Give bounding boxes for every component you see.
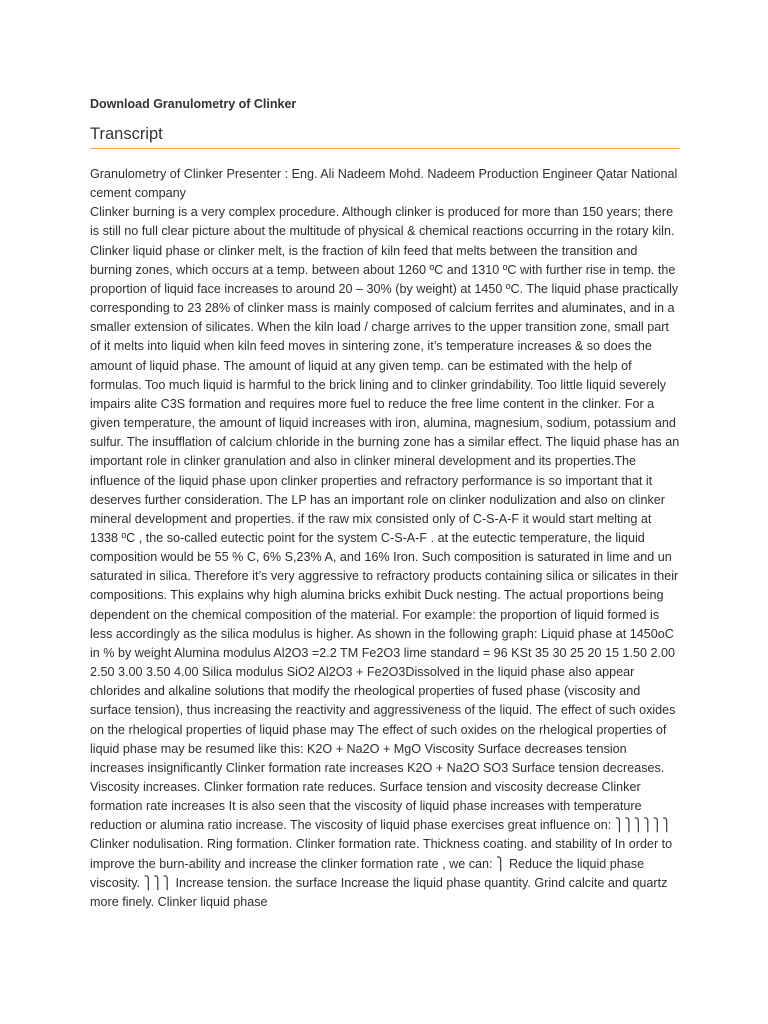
download-title-link[interactable]: Download Granulometry of Clinker	[90, 97, 297, 111]
transcript-heading: Transcript	[90, 124, 680, 149]
transcript-paragraph-intro: Granulometry of Clinker Presenter : Eng. Ali Nadeem Mohd. Nadeem Production Engineer Qatar National cement company	[90, 167, 678, 201]
document-page	[90, 96, 680, 912]
transcript-body	[90, 165, 680, 912]
transcript-paragraph-main: Clinker burning is a very complex procedure. Although clinker is produced for more than 150 years; there is still no full clear picture about the multitude of physical & chemical reactions occurring in the rotary kiln. Clinker liquid phase or clinker melt, is the fraction of kiln feed that melts between the transition and burning zones, which occurs at a temp. between about 1260 ºC and 1310 ºC with further rise in temp. the proportion of liquid face increases to around 20 – 30% (by weight) at 1450 ºC. The liquid phase practically corresponding to 23 28% of clinker mass is mainly composed of calcium ferrites and aluminates, and in a smaller extension of silicates. When the kiln load / charge arrives to the upper transition zone, small part of it melts into liquid when kiln feed moves in sintering zone, it’s temperature increases & so does the amount of liquid phase. The amount of liquid at any given temp. can be estimated with the help of formulas. Too much liquid is harmful to the brick lining and to clinker grindability. Too little liquid severely impairs alite C3S formation and requires more fuel to reduce the free lime content in the clinker. For a given temperature, the amount of liquid increases with iron, alumina, magnesium, sodium, potassium and sulfur. The insufflation of calcium chloride in the burning zone has a similar effect. The liquid phase has an important role in clinker granulation and also in clinker mineral development and its properties.The influence of the liquid phase upon clinker properties and refractory performance is so important that it deserves further consideration. The LP has an important role on clinker nodulization and also on clinker mineral development and properties. if the raw mix consisted only of C-S-A-F it would start melting at 1338 ºC , the so-called eutectic point for the system C-S-A-F . at the eutectic temperature, the liquid composition would be 55 % C, 6% S,23% A, and 16% Iron. Such composition is saturated in lime and un saturated in silica. Therefore it’s very aggressive to refractory products containing silica or silicates in their compositions. This explains why high alumina bricks exhibit Duck nesting. The actual proportions being dependent on the chemical composition of the material. For example: the proportion of liquid formed is less accordingly as the silica modulus is higher. As shown in the following graph: Liquid phase at 1450oC in % by weight Alumina modulus Al2O3 =2.2 TM Fe2O3 lime standard = 96 KSt 35 30 25 20 15 1.50 2.00 2.50 3.00 3.50 4.00 Silica modulus SiO2 Al2O3 + Fe2O3Dissolved in the liquid phase also appear chlorides and alkaline solutions that modify the rheological properties of fused phase (viscosity and surface tension), thus increasing the reactivity and aggressiveness of the liquid. The effect of such oxides on the rhelogical properties of liquid phase may The effect of such oxides on the rhelogical properties of liquid phase may be resumed like this: K2O + Na2O + MgO Viscosity Surface decreases tension increases insignificantly Clinker formation rate increases K2O + Na2O SO3 Surface tension decreases. Viscosity increases. Clinker formation rate reduces. Surface tension and viscosity decrease Clinker formation rate increases It is also seen that the viscosity of liquid phase increases with temperature reduction or alumina ratio increase. The viscosity of liquid phase exercises great influence on: ⎫⎫⎫⎫⎫⎫ Clinker nodulisation. Ring formation. Clinker formation rate. Thickness coating. and stability of In order to improve the burn-ability and increase the clinker formation rate , we can: ⎫ Reduce the liquid phase viscosity. ⎫⎫⎫ Increase tension. the surface Increase the liquid phase quantity. Grind calcite and quartz more finely. Clinker liquid phase	[90, 205, 680, 909]
